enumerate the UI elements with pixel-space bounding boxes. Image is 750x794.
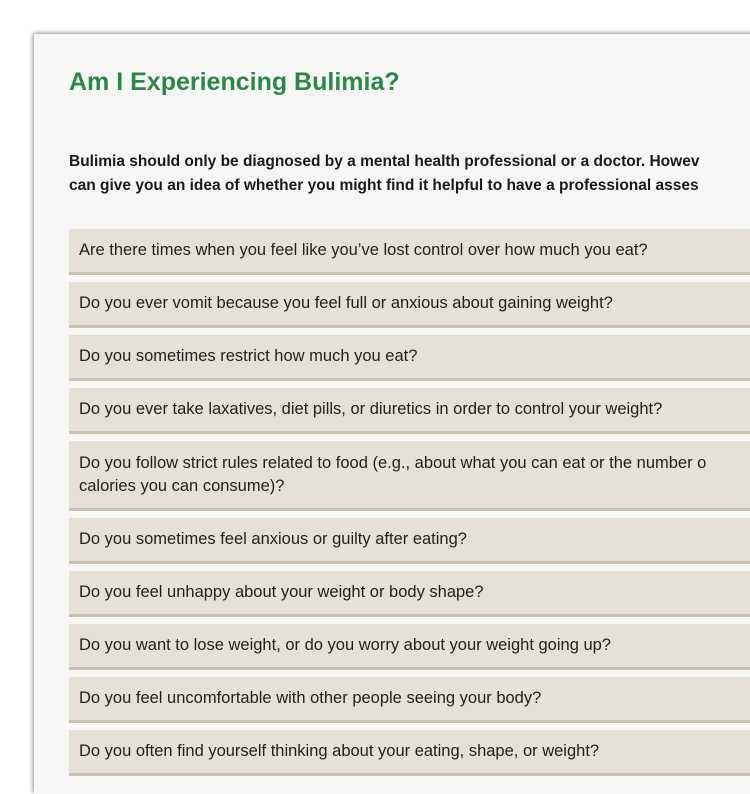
question-item: Do you ever vomit because you feel full or anxious about gaining weight? xyxy=(69,282,750,328)
question-item: Do you often find yourself thinking about your eating, shape, or weight? xyxy=(69,730,750,776)
question-item: Are there times when you feel like you’ve lost control over how much you eat? xyxy=(69,229,750,275)
question-item: Do you feel uncomfortable with other people seeing your body? xyxy=(69,677,750,723)
worksheet-page xyxy=(34,34,750,794)
question-item: Do you ever take laxatives, diet pills, or diuretics in order to control your weight? xyxy=(69,388,750,434)
question-item xyxy=(69,441,750,511)
question-item: Do you feel unhappy about your weight or body shape? xyxy=(69,571,750,617)
intro-line-1: Bulimia should only be diagnosed by a mental health professional or a doctor. Howev xyxy=(69,153,700,170)
question-line-2: calories you can consume)? xyxy=(79,476,285,495)
intro-paragraph xyxy=(69,150,750,198)
question-list xyxy=(69,229,750,783)
question-item: Do you want to lose weight, or do you worry about your weight going up? xyxy=(69,624,750,670)
question-item: Do you sometimes restrict how much you eat? xyxy=(69,335,750,381)
page-title: Am I Experiencing Bulimia? xyxy=(69,68,400,96)
intro-line-2: can give you an idea of whether you might find it helpful to have a professional asses xyxy=(69,177,699,194)
question-item: Do you sometimes feel anxious or guilty after eating? xyxy=(69,518,750,564)
question-line-1: Do you follow strict rules related to food (e.g., about what you can eat or the number o xyxy=(79,453,707,472)
